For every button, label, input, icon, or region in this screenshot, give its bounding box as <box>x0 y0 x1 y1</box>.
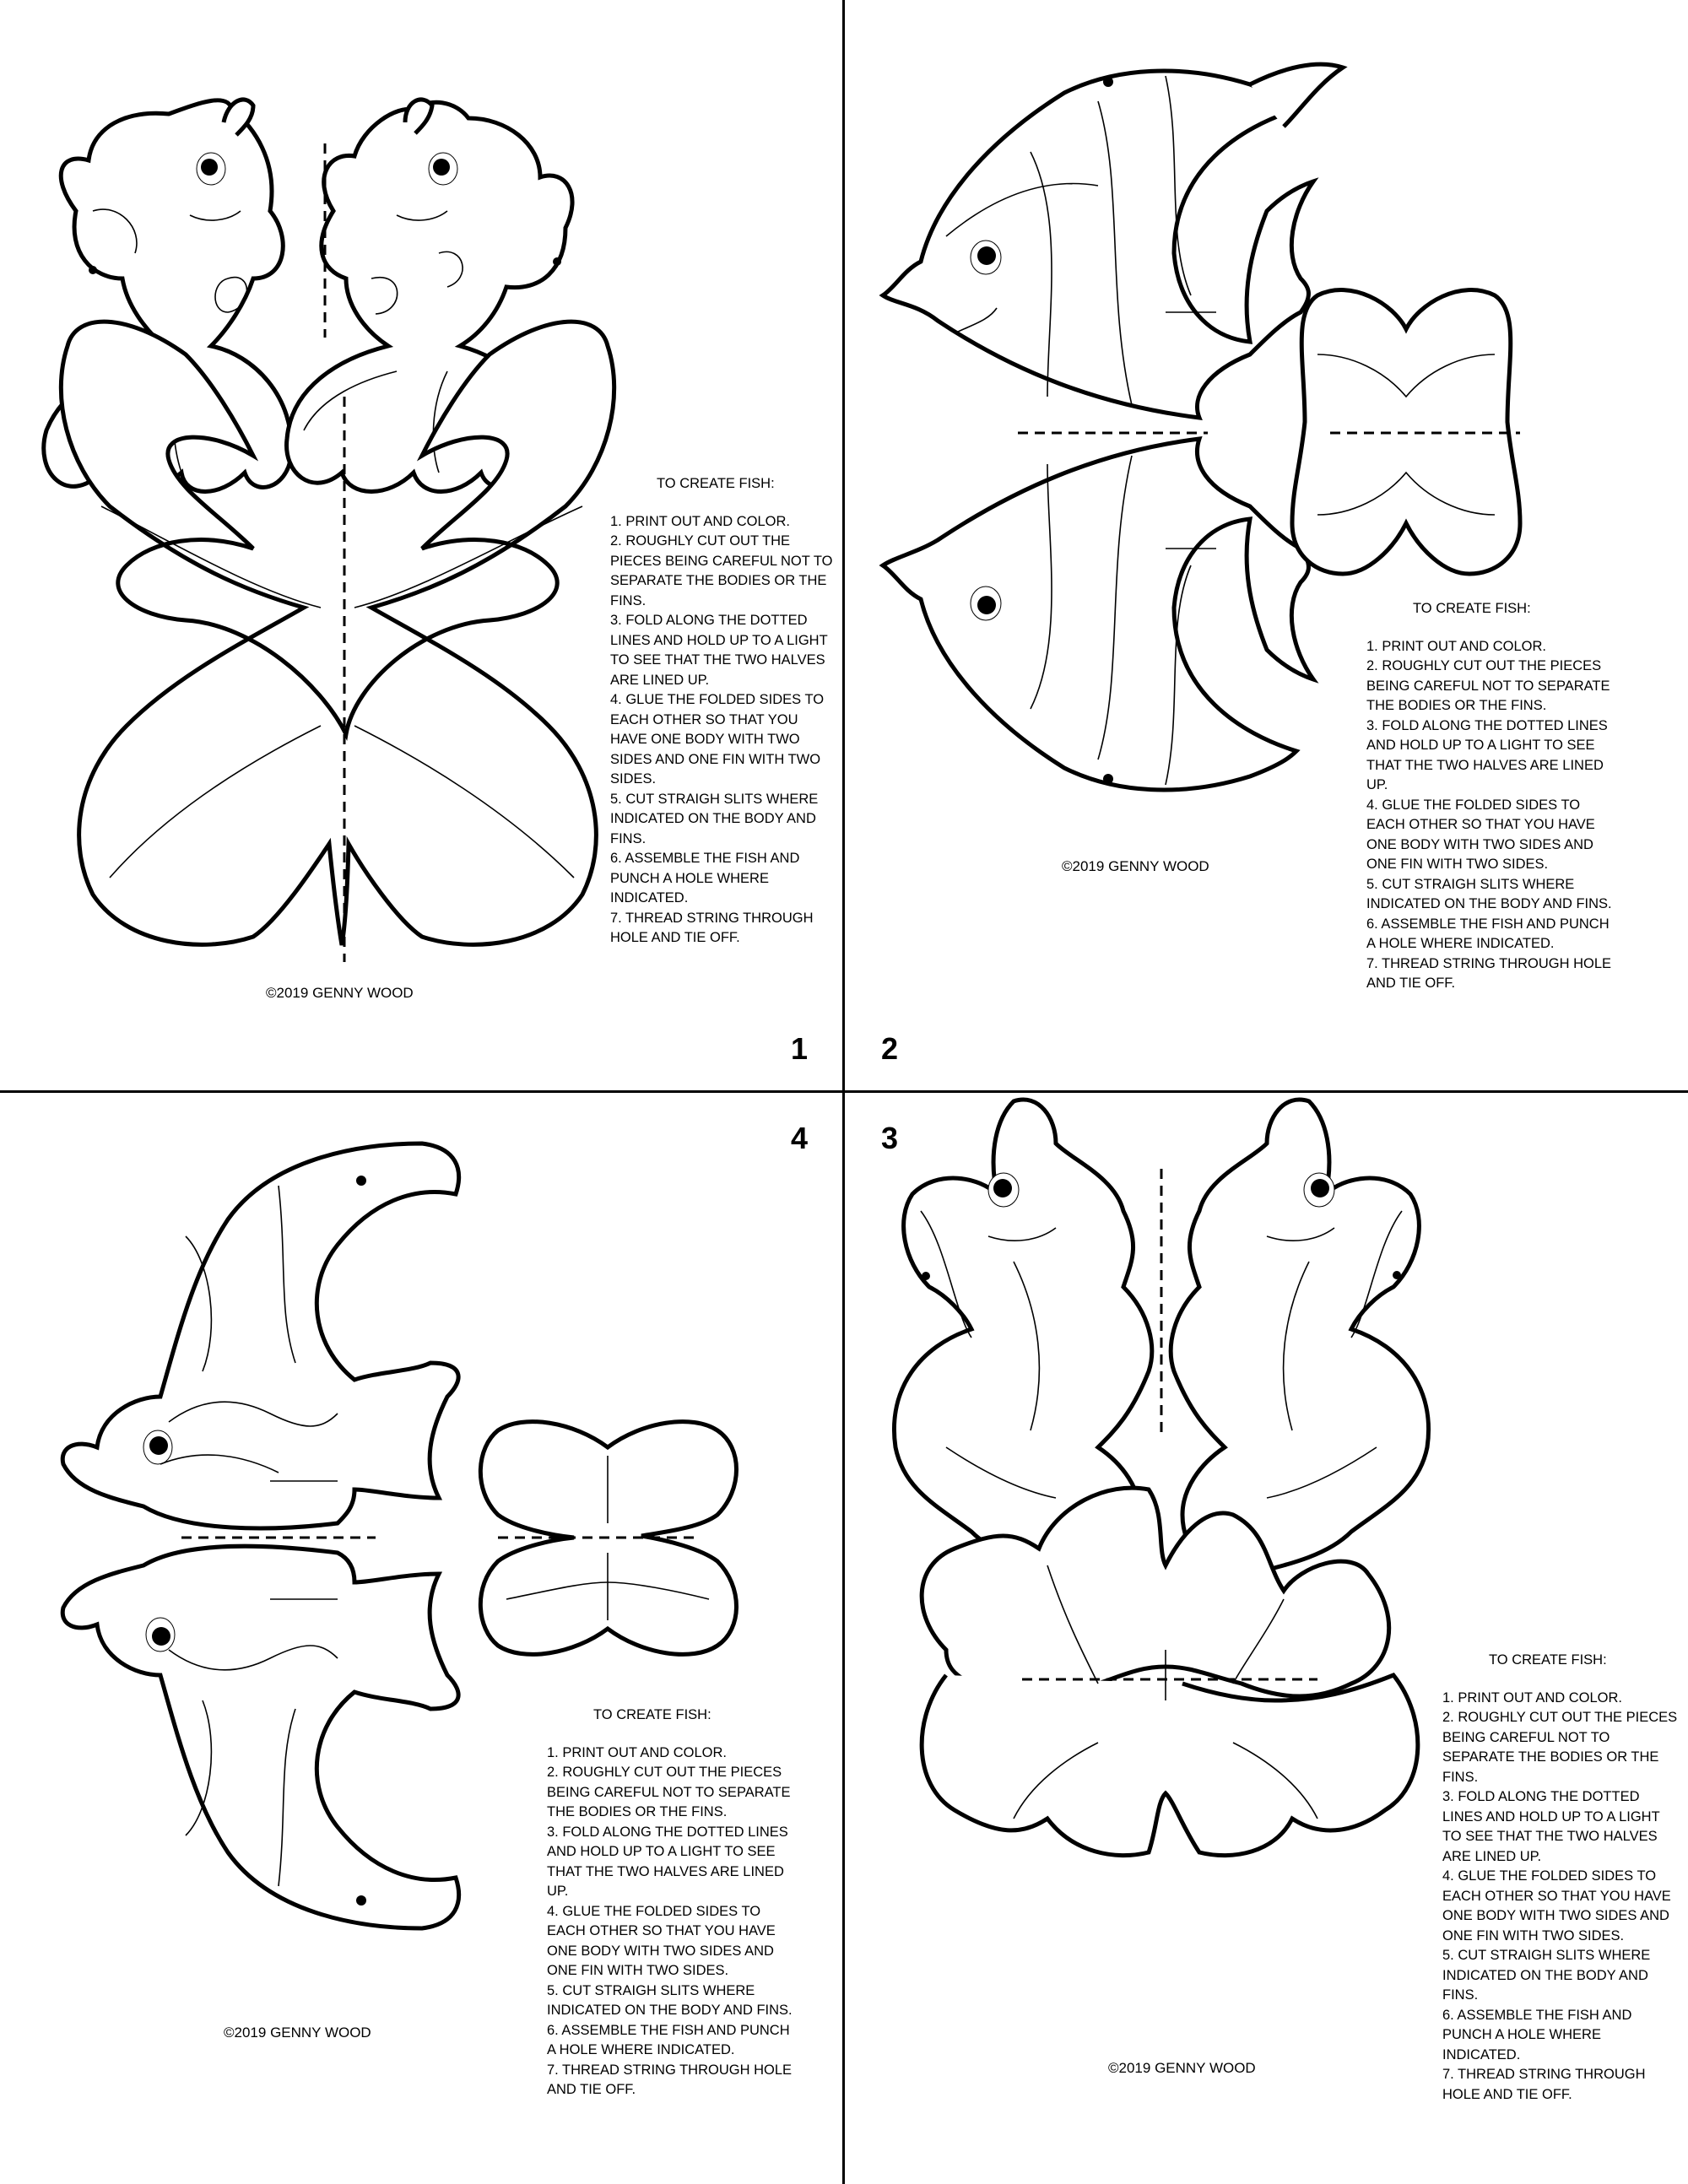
step-5: 5. CUT STRAIGH SLITS WHERE INDICATED ON THE BODY AND FINS. <box>610 791 819 846</box>
instructions-heading: TO CREATE FISH: <box>1489 1652 1607 1668</box>
step-1: 1. PRINT OUT AND COLOR. <box>547 1744 728 1760</box>
copyright: ©2019 GENNY WOOD <box>224 2025 371 2041</box>
fish-body-top <box>883 64 1343 418</box>
instructions-heading: TO CREATE FISH: <box>593 1707 711 1722</box>
step-6: 6. ASSEMBLE THE FISH AND PUNCH A HOLE WHERE INDICATED. <box>547 2022 790 2057</box>
step-7: 7. THREAD STRING THROUGH HOLE AND TIE OFF. <box>610 910 814 945</box>
step-6: 6. ASSEMBLE THE FISH AND PUNCH A HOLE WHERE INDICATED. <box>1366 916 1610 951</box>
step-5: 5. CUT STRAIGH SLITS WHERE INDICATED ON THE BODY AND FINS. <box>1366 876 1612 911</box>
instructions <box>1366 599 1620 994</box>
step-3: 3. FOLD ALONG THE DOTTED LINES AND HOLD UP TO A LIGHT TO SEE THAT THE TWO HALVES ARE LINED UP. <box>547 1824 788 1899</box>
instructions <box>547 1706 800 2100</box>
step-7: 7. THREAD STRING THROUGH HOLE AND TIE OFF. <box>1366 955 1612 991</box>
step-3: 3. FOLD ALONG THE DOTTED LINES AND HOLD UP TO A LIGHT TO SEE THAT THE TWO HALVES ARE LINED UP. <box>1442 1789 1660 1864</box>
instructions-heading: TO CREATE FISH: <box>657 476 775 491</box>
page-number: 2 <box>881 1031 899 1066</box>
step-5: 5. CUT STRAIGH SLITS WHERE INDICATED ON THE BODY AND FINS. <box>547 1982 793 2018</box>
panel-4 <box>0 1093 842 2183</box>
step-1: 1. PRINT OUT AND COLOR. <box>1366 638 1547 654</box>
fish-body-top <box>62 1143 458 1528</box>
step-2: 2. ROUGHLY CUT OUT THE PIECES BEING CAREFUL NOT TO SEPARATE THE BODIES OR THE FINS. <box>1442 1710 1678 1785</box>
step-5: 5. CUT STRAIGH SLITS WHERE INDICATED ON THE BODY AND FINS. <box>1442 1948 1651 2003</box>
fish-body-bottom <box>883 439 1313 790</box>
page-number: 3 <box>881 1121 899 1155</box>
instructions <box>610 474 838 949</box>
step-4: 4. GLUE THE FOLDED SIDES TO EACH OTHER SO THAT YOU HAVE ONE BODY WITH TWO SIDES AND ONE FIN WITH TWO SIDES. <box>610 692 825 787</box>
step-4: 4. GLUE THE FOLDED SIDES TO EACH OTHER SO THAT YOU HAVE ONE BODY WITH TWO SIDES AND ONE FIN WITH TWO SIDES. <box>547 1903 776 1978</box>
step-7: 7. THREAD STRING THROUGH HOLE AND TIE OFF. <box>1442 2067 1646 2102</box>
step-4: 4. GLUE THE FOLDED SIDES TO EACH OTHER SO THAT YOU HAVE ONE BODY WITH TWO SIDES AND ONE FIN WITH TWO SIDES. <box>1442 1868 1671 1943</box>
fish-fin-piece <box>922 1488 1418 1856</box>
fish-body-bottom <box>62 1546 458 1928</box>
copyright: ©2019 GENNY WOOD <box>1108 2060 1256 2076</box>
step-1: 1. PRINT OUT AND COLOR. <box>1442 1689 1623 1706</box>
copyright: ©2019 GENNY WOOD <box>1062 858 1209 874</box>
step-2: 2. ROUGHLY CUT OUT THE PIECES BEING CAREFUL NOT TO SEPARATE THE BODIES OR THE FINS. <box>547 1765 791 1819</box>
step-3: 3. FOLD ALONG THE DOTTED LINES AND HOLD UP TO A LIGHT TO SEE THAT THE TWO HALVES ARE LINED UP. <box>610 613 828 688</box>
copyright: ©2019 GENNY WOOD <box>266 985 414 1001</box>
page-number: 4 <box>791 1121 809 1155</box>
panel-3 <box>845 1093 1687 2183</box>
step-1: 1. PRINT OUT AND COLOR. <box>610 513 791 529</box>
step-2: 2. ROUGHLY CUT OUT THE PIECES BEING CAREFUL NOT TO SEPARATE THE BODIES OR THE FINS. <box>1366 658 1610 713</box>
step-2: 2. ROUGHLY CUT OUT THE PIECES BEING CAREFUL NOT TO SEPARATE THE BODIES OR THE FINS. <box>610 533 833 608</box>
step-4: 4. GLUE THE FOLDED SIDES TO EACH OTHER SO THAT YOU HAVE ONE BODY WITH TWO SIDES AND ONE FIN WITH TWO SIDES. <box>1366 797 1595 872</box>
instructions <box>1442 1651 1679 2105</box>
panel-2 <box>845 0 1687 1090</box>
fish-body-right <box>1171 1100 1428 1576</box>
instructions-heading: TO CREATE FISH: <box>1413 601 1531 616</box>
step-6: 6. ASSEMBLE THE FISH AND PUNCH A HOLE WHERE INDICATED. <box>1442 2007 1632 2062</box>
step-6: 6. ASSEMBLE THE FISH AND PUNCH A HOLE WHERE INDICATED. <box>610 851 800 905</box>
panel-1 <box>0 0 842 1090</box>
step-3: 3. FOLD ALONG THE DOTTED LINES AND HOLD UP TO A LIGHT TO SEE THAT THE TWO HALVES ARE LINED UP. <box>1366 717 1608 792</box>
page-number: 1 <box>791 1031 809 1066</box>
step-7: 7. THREAD STRING THROUGH HOLE AND TIE OFF. <box>547 2062 793 2097</box>
